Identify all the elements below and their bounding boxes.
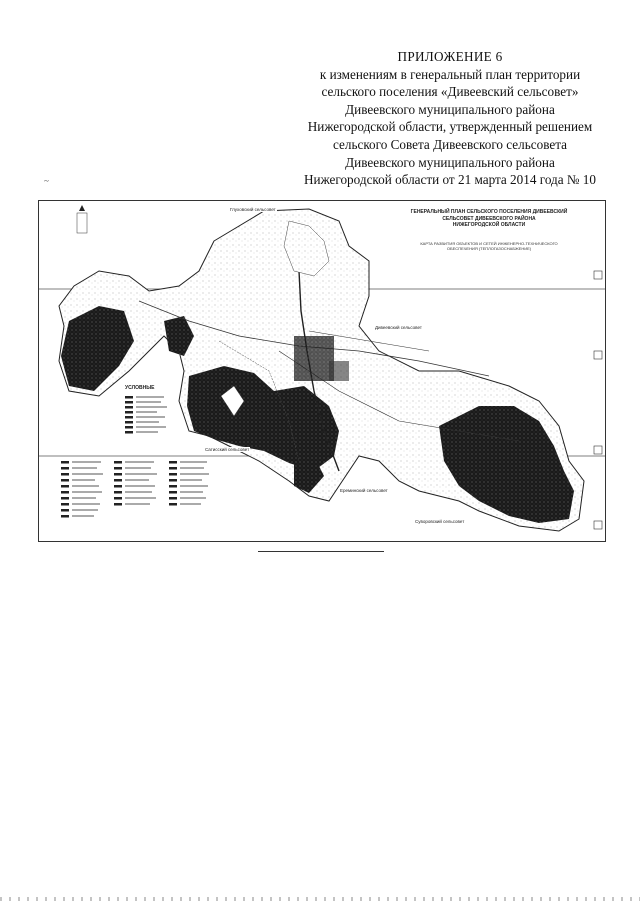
- map-title-line: НИЖЕГОРОДСКОЙ ОБЛАСТИ: [452, 222, 526, 228]
- stamp-icon: [594, 446, 602, 454]
- map-area-label: Сатисский сельсовет: [205, 447, 250, 452]
- stamp-icon: [594, 521, 602, 529]
- header-line: Нижегородской области от 21 марта 2014 года № 10: [304, 172, 596, 188]
- map-area-label: Суворовский сельсовет: [415, 519, 465, 524]
- header-line: Дивеевского муниципального района: [345, 101, 555, 117]
- appendix-title: ПРИЛОЖЕНИЕ 6: [397, 49, 503, 64]
- scan-edge: [0, 897, 640, 901]
- map-title-line: ГЕНЕРАЛЬНЫЙ ПЛАН СЕЛЬСКОГО ПОСЕЛЕНИЯ ДИВЕЕВСКИЙ: [410, 209, 568, 215]
- stamp-icon: [594, 271, 602, 279]
- appendix-header: [300, 48, 600, 189]
- header-line: Нижегородской области, утвержденный решением: [307, 119, 593, 135]
- divider-line: [258, 551, 384, 552]
- header-line: сельского Совета Дивеевского сельсовета: [333, 136, 567, 152]
- map-area-label: Ереминский сельсовет: [340, 488, 388, 493]
- header-line: Дивеевского муниципального района: [345, 154, 555, 170]
- north-arrow-icon: [79, 205, 85, 211]
- header-line: к изменениям в генеральный план территории: [319, 66, 581, 82]
- general-plan-map: [38, 200, 606, 542]
- village-dense-area: [329, 361, 349, 381]
- map-subtitle: [389, 241, 589, 251]
- legend-swatches: [61, 396, 177, 518]
- map-drawing: [39, 201, 605, 541]
- header-line: сельского поселения «Дивеевский сельсовет»: [321, 84, 579, 100]
- map-subtitle-line: КАРТА РАЗВИТИЯ ОБЪЕКТОВ И СЕТЕЙ ИНЖЕНЕРНО-ТЕХНИЧЕСКОГО: [420, 241, 558, 246]
- map-area-label: Глуховский сельсовет: [230, 207, 276, 212]
- compass-icon: [77, 213, 87, 233]
- map-title: [389, 209, 589, 229]
- map-title-line: СЕЛЬСОВЕТ ДИВЕЕВСКОГО РАЙОНА: [442, 215, 536, 222]
- stamp-icon: [594, 351, 602, 359]
- map-area-label: Дивеевский сельсовет: [375, 325, 422, 330]
- scan-mark: ~: [44, 176, 49, 186]
- legend-heading: УСЛОВНЫЕ: [125, 385, 155, 391]
- map-subtitle-line: ОБЕСПЕЧЕНИЯ (ТЕПЛОГАЗОСНАБЖЕНИЕ): [446, 246, 532, 251]
- village-dense-area: [294, 336, 334, 381]
